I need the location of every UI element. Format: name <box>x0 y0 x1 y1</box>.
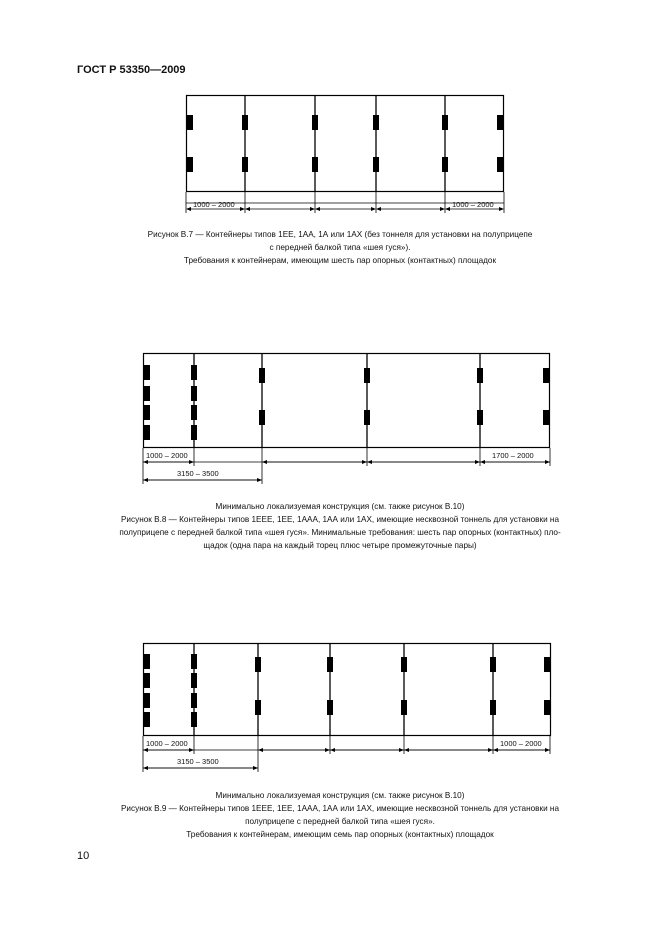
support-pad <box>242 115 248 130</box>
support-pad <box>312 157 318 172</box>
caption-line: Требования к контейнерам, имеющим шесть пар опорных (контактных) площадок <box>183 256 497 265</box>
support-pad <box>144 425 150 440</box>
arrow-head <box>404 748 409 752</box>
support-pad <box>442 157 448 172</box>
arrow-head <box>186 207 191 211</box>
support-pad <box>364 368 370 383</box>
arrow-head <box>189 460 194 464</box>
fig-b9-dim-right: 1000 – 2000 <box>500 739 542 748</box>
arrow-head <box>262 460 267 464</box>
fig-b9-dim-left: 1000 – 2000 <box>146 739 188 748</box>
arrow-head <box>399 748 404 752</box>
caption-line: Требования к контейнерам, имеющим семь пар опорных (контактных) площадок <box>186 830 494 839</box>
caption-line: щадок (одна пара на каждый торец плюс четыре промежуточные пары) <box>203 541 477 550</box>
support-pad <box>187 115 193 130</box>
arrow-head <box>240 207 245 211</box>
figure-b7-caption <box>60 228 620 267</box>
fig-b9-dim-tunnel: 3150 – 3500 <box>177 757 219 766</box>
arrow-head <box>315 207 320 211</box>
arrow-head <box>143 460 148 464</box>
support-pad <box>191 405 197 420</box>
support-pad <box>144 673 150 688</box>
caption-line: Минимально локализуемая конструкция (см. также рисунок В.10) <box>215 502 465 511</box>
document-header: ГОСТ Р 53350—2009 <box>77 64 186 76</box>
caption-line: полуприцепе с передней балкой типа «шея гуся». <box>245 817 435 826</box>
caption-line: полуприцепе с передней балкой типа «шея гуся». Минимальные требования: шесть пар опорных (контактных) пло- <box>119 528 561 537</box>
figure-b7-diagram <box>0 90 661 220</box>
support-pad <box>191 673 197 688</box>
arrow-head <box>310 207 315 211</box>
support-pad <box>191 425 197 440</box>
arrow-head <box>480 460 485 464</box>
support-pad <box>259 368 265 383</box>
support-pad <box>144 405 150 420</box>
support-pad <box>191 365 197 380</box>
arrow-head <box>545 748 550 752</box>
arrow-head <box>445 207 450 211</box>
support-pad <box>327 700 333 715</box>
fig-b7-dim-left: 1000 – 2000 <box>193 200 235 209</box>
support-pad <box>543 410 549 425</box>
support-pad <box>144 693 150 708</box>
figure-b9-diagram <box>0 640 661 775</box>
support-pad <box>242 157 248 172</box>
arrow-head <box>376 207 381 211</box>
arrow-head <box>488 748 493 752</box>
support-pad <box>259 410 265 425</box>
support-pad <box>442 115 448 130</box>
support-pad <box>490 657 496 672</box>
arrow-head <box>493 748 498 752</box>
caption-line: с передней балкой типа «шея гуся»). <box>269 243 411 252</box>
support-pad <box>490 700 496 715</box>
support-pad <box>477 368 483 383</box>
support-pad <box>144 386 150 401</box>
arrow-head <box>475 460 480 464</box>
support-pad <box>373 115 379 130</box>
support-pad <box>364 410 370 425</box>
figure-b8-diagram <box>0 345 661 495</box>
arrow-head <box>330 748 335 752</box>
arrow-head <box>143 478 148 482</box>
support-pad <box>255 700 261 715</box>
support-pad <box>255 657 261 672</box>
figure-b9-caption <box>60 789 620 841</box>
support-pad <box>401 657 407 672</box>
support-pad <box>187 157 193 172</box>
page-number: 10 <box>77 850 90 862</box>
fig-b8-dim-tunnel: 3150 – 3500 <box>177 469 219 478</box>
caption-line: Минимально локализуемая конструкция (см. также рисунок В.10) <box>215 791 465 800</box>
support-pad <box>191 693 197 708</box>
arrow-head <box>143 748 148 752</box>
caption-line: Рисунок В.9 — Контейнеры типов 1ЕЕЕ, 1ЕЕ, 1ААА, 1АА или 1АХ, имеющие несквозной тоннель для установки на <box>120 804 560 813</box>
fig-b8-dim-right: 1700 – 2000 <box>492 451 534 460</box>
arrow-head <box>371 207 376 211</box>
arrow-head <box>545 460 550 464</box>
fig-b7-dim-right: 1000 – 2000 <box>452 200 494 209</box>
arrow-head <box>257 478 262 482</box>
support-pad <box>477 410 483 425</box>
arrow-head <box>245 207 250 211</box>
arrow-head <box>258 748 263 752</box>
support-pad <box>191 386 197 401</box>
arrow-head <box>362 460 367 464</box>
arrow-head <box>189 748 194 752</box>
support-pad <box>543 368 549 383</box>
caption-line: Рисунок В.7 — Контейнеры типов 1ЕЕ, 1АА, 1А или 1АХ (без тоннеля для установки на полуприцепе <box>147 230 533 239</box>
arrow-head <box>499 207 504 211</box>
support-pad <box>144 365 150 380</box>
support-pad <box>191 712 197 727</box>
arrow-head <box>253 766 258 770</box>
support-pad <box>497 157 503 172</box>
arrow-head <box>325 748 330 752</box>
support-pad <box>312 115 318 130</box>
arrow-head <box>367 460 372 464</box>
caption-line: Рисунок В.8 — Контейнеры типов 1ЕЕЕ, 1ЕЕ, 1ААА, 1АА или 1АХ, имеющие несквозной тоннель для установки на <box>120 515 560 524</box>
support-pad <box>327 657 333 672</box>
arrow-head <box>143 766 148 770</box>
figure-b8-caption <box>60 500 620 552</box>
support-pad <box>544 657 550 672</box>
fig-b8-dim-left: 1000 – 2000 <box>146 451 188 460</box>
support-pad <box>497 115 503 130</box>
support-pad <box>144 654 150 669</box>
support-pad <box>373 157 379 172</box>
support-pad <box>544 700 550 715</box>
arrow-head <box>440 207 445 211</box>
support-pad <box>191 654 197 669</box>
support-pad <box>401 700 407 715</box>
support-pad <box>144 712 150 727</box>
